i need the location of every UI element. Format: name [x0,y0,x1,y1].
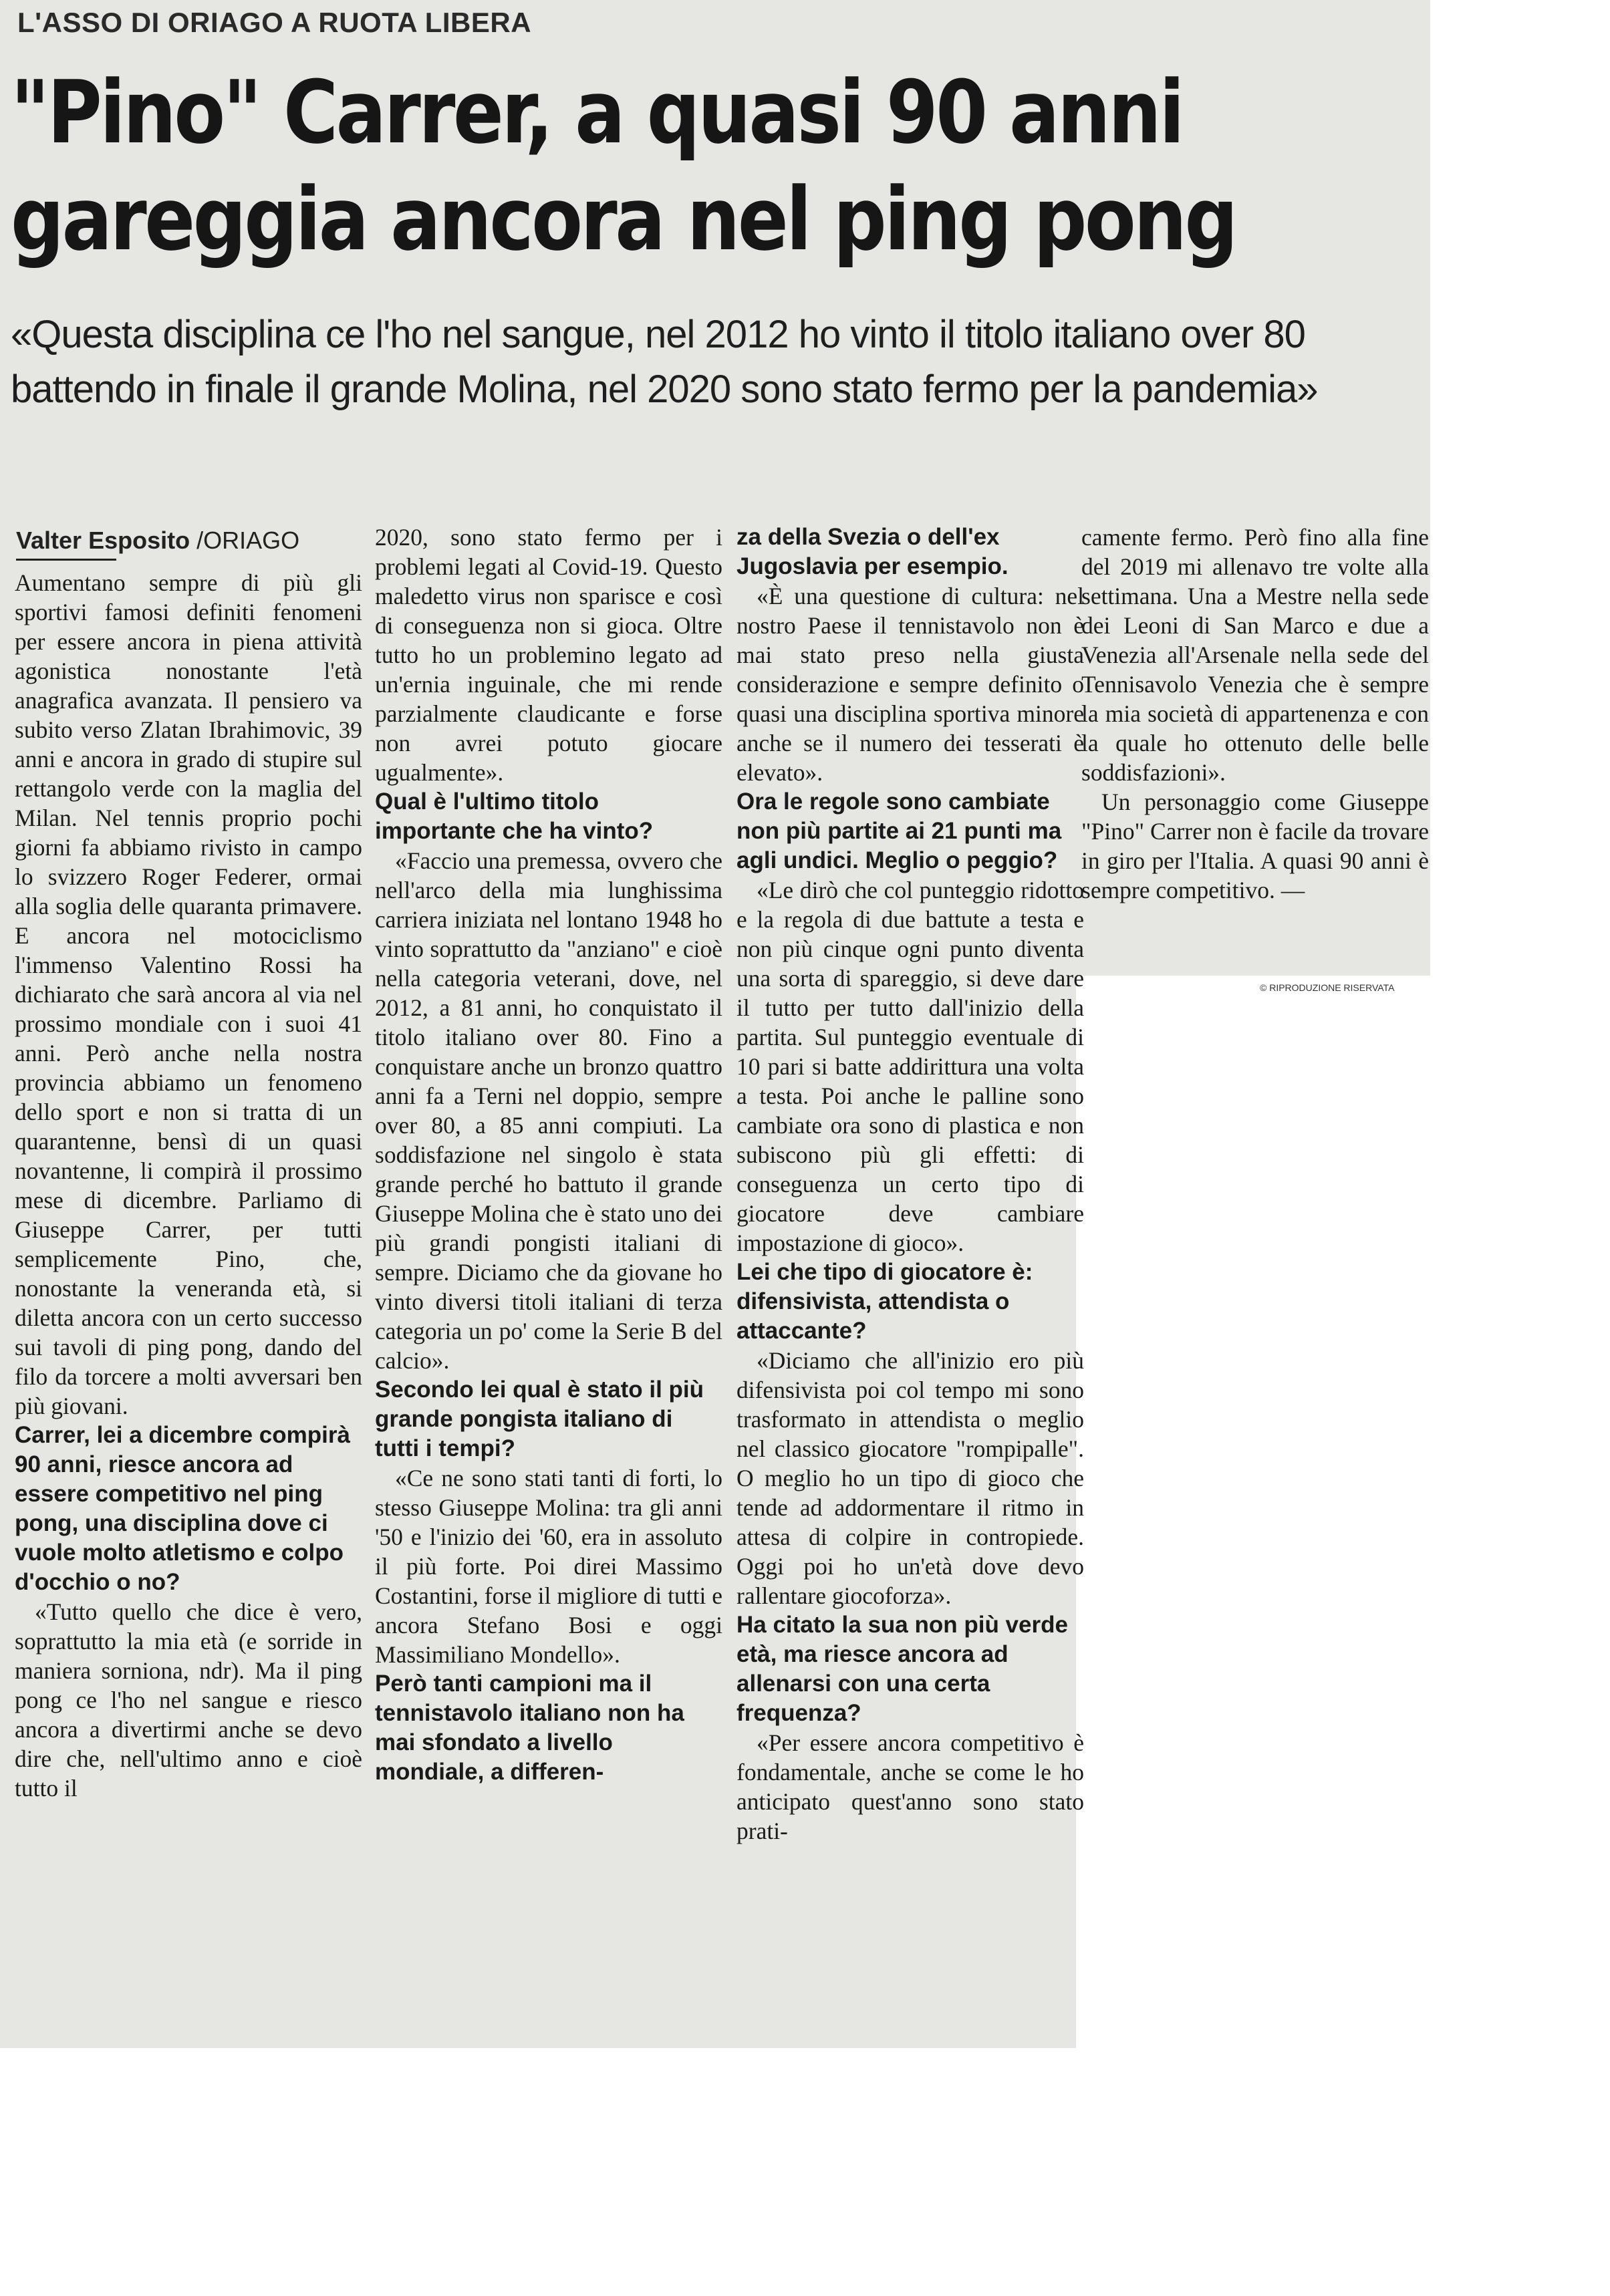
col2-paragraph: «Ce ne sono stati tanti di forti, lo stesso Giuseppe Molina: tra gli anni '50 e l'inizio dei '60, era in assoluto il più forte. Poi direi Massimo Costantini, forse il migliore di tutti e ancora Stefano Bosi e oggi Massimiliano Mondello». [375,1465,722,1668]
col4-paragraph: camente fermo. Però fino alla fine del 2019 mi allenavo tre volte alla settimana. Una a Mestre nella sede dei Leoni di San Marco e due a Venezia all'Arsenale nella sede del Tennisavolo Venezia che è sempre la mia società di appartenenza e con la quale ho ottenuto delle belle soddisfazioni». [1081,524,1429,786]
col3-paragraph: «Le dirò che col punteggio ridotto e la regola di due battute a testa e non più cinque ogni punto diventa una sorta di spareggio, si deve dare il tutto per tutto dall'inizio della partita. Sul punteggio eventuale di 10 pari si batte addirittura una volta a testa. Poi anche le palline sono cambiate ora sono di plastica e non subiscono più gli effetti: di conseguenza un certo tipo di giocatore deve cambiare impostazione di gioco». [736,877,1084,1256]
copyright-mark: © RIPRODUZIONE RISERVATA [1260,982,1395,993]
interview-question: Ha citato la sua non più verde età, ma riesce ancora ad allenarsi con una certa frequenza? [736,1612,1068,1726]
article-column-2 [375,523,722,1787]
byline [16,527,299,555]
col2-paragraph: 2020, sono stato fermo per i problemi legati al Covid-19. Questo maledetto virus non sparisce e così di conseguenza non si gioca. Oltre tutto ho un problemino legato ad un'ernia inguinale, che mi rende parzialmente claudicante e forse non avrei potuto giocare ugualmente». [375,524,722,786]
byline-rule [16,559,116,561]
page-background [1076,976,1430,2048]
col2-paragraph: «Faccio una premessa, ovvero che nell'arco della mia lunghissima carriera iniziata nel lontano 1948 ho vinto soprattutto da "anziano" e cioè nella categoria veterani, dove, nel 2012, a 81 anni, ho conquistato il titolo italiano over 80. Fino a conquistare anche un bronzo quattro anni fa a Terni nel doppio, sempre over 80, a 85 anni compiuti. La soddisfazione nel singolo è stata grande perché ho battuto il grande Giuseppe Molina che è stato uno dei più grandi pongisti italiani di sempre. Diciamo che da giovane ho vinto diversi titoli italiani di terza categoria un po' come la Serie B del calcio». [375,847,722,1374]
article-column-3 [736,523,1084,1846]
subheadline [11,307,1428,417]
interview-question: Lei che tipo di giocatore è: difensivista, attendista o attaccante? [736,1259,1033,1344]
col1-paragraph: Aumentano sempre di più gli sportivi famosi definiti fenomeni per essere ancora in piena attività agonistica nonostante l'età anagrafica avanzata. Il pensiero va subito verso Zlatan Ibrahimovic, 39 anni e ancora in grado di stupire sul rettangolo verde con la maglia del Milan. Nel tennis proprio pochi giorni fa abbiamo rivisto in campo lo svizzero Roger Federer, ormai alla soglia delle quaranta primavere. E ancora nel motociclismo l'immenso Valentino Rossi ha dichiarato che sarà ancora al via nel prossimo mondiale con i suoi 41 anni. Però anche nella nostra provincia abbiamo un fenomeno dello sport e non si tratta di un quarantenne, bensì di un quasi novantenne, li compirà il prossimo mese di dicembre. Parliamo di Giuseppe Carrer, per tutti semplicemente Pino, che, nonostante la veneranda età, si diletta ancora con un certo successo sui tavoli di ping pong, dando del filo da torcere a molti avversari ben più giovani. [15,569,362,1419]
headline-line-2: gareggia ancora nel ping pong [11,168,1236,270]
byline-place: /ORIAGO [196,527,300,554]
article-column-1 [15,568,362,1803]
interview-question: Carrer, lei a dicembre compirà 90 anni, riesce ancora ad essere competitivo nel ping pong, una disciplina dove ci vuole molto atletismo e colpo d'occhio o no? [15,1422,350,1595]
subheadline-line-1: «Questa disciplina ce l'ho nel sangue, nel 2012 ho vinto il titolo italiano over 80 [11,313,1305,356]
author-name: Valter Esposito [16,527,190,554]
article-column-4 [1081,523,1429,905]
headline-line-1: "Pino" Carrer, a quasi 90 anni [11,61,1183,163]
interview-question: Qual è l'ultimo titolo importante che ha vinto? [375,788,654,844]
subheadline-line-2: battendo in finale il grande Molina, nel 2020 sono stato fermo per la pandemia» [11,368,1318,411]
col1-paragraph: «Tutto quello che dice è vero, soprattutto la mia età (e sorride in maniera sorniona, ndr). Ma il ping pong ce l'ho nel sangue e riesco ancora a divertirmi anche se devo dire che, nell'ultimo anno e cioè tutto il [15,1598,362,1802]
interview-question: Ora le regole sono cambiate non più partite ai 21 punti ma agli undici. Meglio o peggio? [736,788,1062,873]
col3-paragraph: «È una questione di cultura: nel nostro Paese il tennistavolo non è mai stato preso nella giusta considerazione e sempre definito o quasi una disciplina sportiva minore anche se il numero dei tesserati è elevato». [736,583,1084,786]
col3-paragraph: «Diciamo che all'inizio ero più difensivista poi col tempo mi sono trasformato in attendista o meglio nel classico giocatore "rompipalle". O meglio ho un tipo di gioco che tende ad addormentare il ritmo in attesa di colpire in contropiede. Oggi poi ho un'età dove devo rallentare giocoforza». [736,1347,1084,1609]
interview-question: Però tanti campioni ma il tennistavolo italiano non ha mai sfondato a livello mondiale, a differen- [375,1671,684,1785]
headline [11,59,1236,273]
kicker: L'ASSO DI ORIAGO A RUOTA LIBERA [17,7,532,38]
col4-closing-paragraph: Un personaggio come Giuseppe "Pino" Carrer non è facile da trovare in giro per l'Italia. A quasi 90 anni è sempre competitivo. — [1081,788,1429,903]
col3-paragraph: «Per essere ancora competitivo è fondamentale, anche se come le ho anticipato quest'anno sono stato prati- [736,1729,1084,1844]
interview-question: za della Svezia o dell'ex Jugoslavia per esempio. [736,524,1009,579]
interview-question: Secondo lei qual è stato il più grande pongista italiano di tutti i tempi? [375,1377,704,1461]
